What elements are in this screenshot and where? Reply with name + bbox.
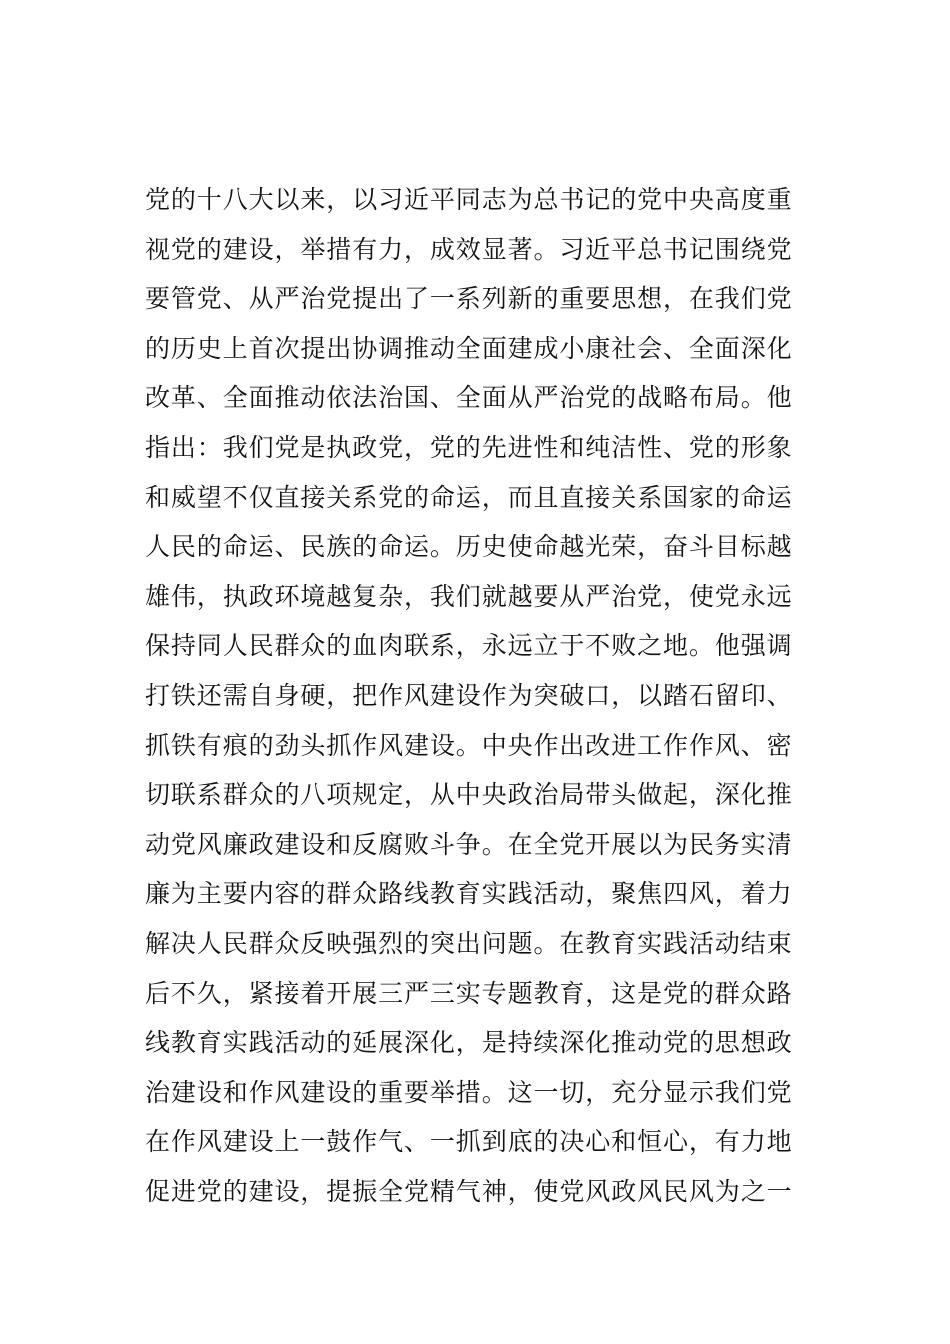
text-line: 保持同人民群众的血肉联系，永远立于不败之地。他强调 [145, 631, 793, 661]
text-line: 动党风廉政建设和反腐败斗争。在全党开展以为民务实清 [145, 829, 793, 859]
text-line: 后不久，紧接着开展三严三实专题教育，这是党的群众路 [145, 978, 793, 1008]
text-line: 线教育实践活动的延展深化，是持续深化推动党的思想政 [145, 1028, 793, 1058]
text-line: 解决人民群众反映强烈的突出问题。在教育实践活动结束 [145, 928, 793, 958]
text-line: 打铁还需自身硬，把作风建设作为突破口，以踏石留印、 [145, 680, 793, 710]
text-line: 切联系群众的八项规定，从中央政治局带头做起，深化推 [145, 780, 793, 810]
text-line: 改革、全面推动依法治国、全面从严治党的战略布局。他 [145, 383, 793, 413]
text-line: 治建设和作风建设的重要举措。这一切，充分显示我们党 [145, 1077, 793, 1107]
text-line: 要管党、从严治党提出了一系列新的重要思想，在我们党 [145, 284, 793, 314]
text-line: 在作风建设上一鼓作气、一抓到底的决心和恒心，有力地 [145, 1127, 793, 1157]
text-line: 廉为主要内容的群众路线教育实践活动，聚焦四风，着力 [145, 879, 793, 909]
text-line: 雄伟，执政环境越复杂，我们就越要从严治党，使党永远 [145, 581, 793, 611]
text-line: 指出：我们党是执政党，党的先进性和纯洁性、党的形象 [145, 432, 793, 462]
text-line: 党的十八大以来，以习近平同志为总书记的党中央高度重 [145, 185, 793, 214]
text-line: 抓铁有痕的劲头抓作风建设。中央作出改进工作作风、密 [145, 730, 793, 760]
text-line: 的历史上首次提出协调推动全面建成小康社会、全面深化 [145, 333, 793, 363]
text-line: 和威望不仅直接关系党的命运，而且直接关系国家的命运 [145, 482, 793, 512]
body-paragraph [145, 175, 815, 1216]
text-line: 促进党的建设，提振全党精气神，使党风政风民风为之一 [145, 1176, 793, 1206]
text-line: 人民的命运、民族的命运。历史使命越光荣，奋斗目标越 [145, 532, 793, 562]
text-line: 视党的建设，举措有力，成效显著。习近平总书记围绕党 [145, 234, 793, 264]
